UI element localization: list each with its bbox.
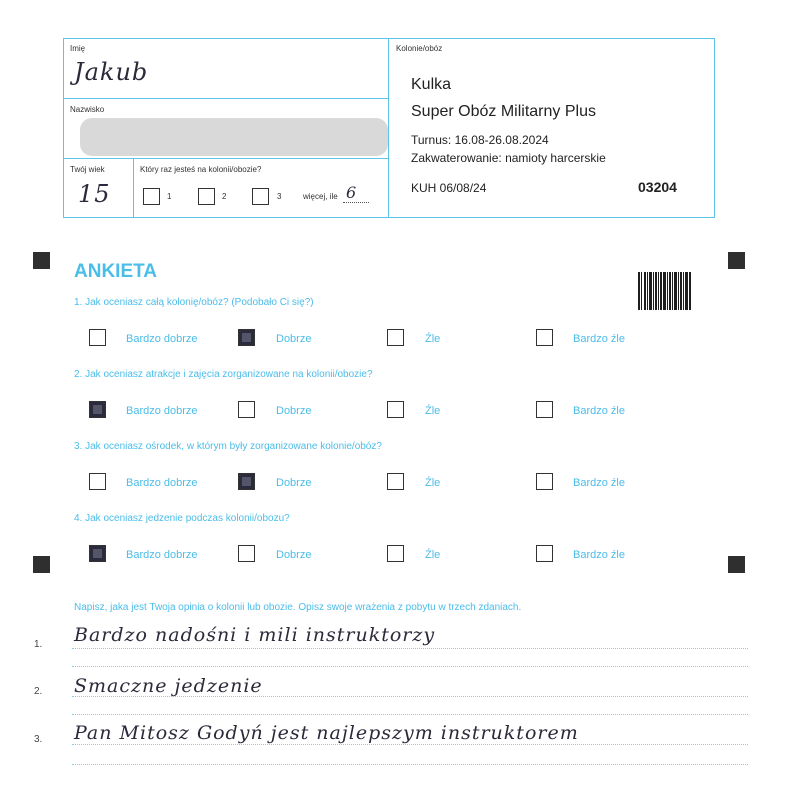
opinion-line-2-rule-b	[72, 714, 748, 715]
q1-option-bardzo-dobrze-checkbox[interactable]	[89, 329, 106, 346]
q4-option-bardzo-zle-label: Bardzo źle	[573, 549, 625, 561]
q2-option-zle-label: Źle	[425, 405, 441, 417]
opinion-line-1-text[interactable]: Bardzo nadośni i mili instruktorzy	[74, 624, 436, 646]
wiecej-value: 6	[346, 183, 358, 202]
visit-count-checkbox-3[interactable]	[252, 188, 269, 205]
imie-value: Jakub	[74, 58, 149, 86]
q2-option-dobrze-label: Dobrze	[276, 405, 312, 417]
opinion-line-1-rule-b	[72, 666, 748, 667]
turnus-label: Turnus:	[411, 133, 452, 147]
q2-option-dobrze-checkbox[interactable]	[238, 401, 255, 418]
corner-marker-top-right	[728, 252, 745, 269]
q2-option-bardzo-zle-label: Bardzo źle	[573, 405, 625, 417]
opinion-line-1-rule-a	[72, 648, 748, 649]
q4-option-dobrze-label: Dobrze	[276, 549, 312, 561]
opinion-line-3-rule-a	[72, 744, 748, 745]
visit-count-checkbox-2[interactable]	[198, 188, 215, 205]
opinion-line-2-number: 2.	[34, 686, 43, 697]
nazwisko-label: Nazwisko	[70, 105, 105, 114]
q4-option-zle-label: Źle	[425, 549, 441, 561]
q4-option-bardzo-zle-checkbox[interactable]	[536, 545, 553, 562]
header-divider	[388, 38, 389, 218]
question-2-text: 2. Jak oceniasz atrakcje i zajęcia zorganizowane na kolonii/obozie?	[74, 369, 373, 380]
q2-option-zle-checkbox[interactable]	[387, 401, 404, 418]
ktory-raz-label: Który raz jesteś na kolonii/obozie?	[140, 165, 262, 174]
q4-option-zle-checkbox[interactable]	[387, 545, 404, 562]
q4-option-bardzo-dobrze-label: Bardzo dobrze	[126, 549, 198, 561]
visit-count-option-2: 2	[222, 192, 227, 201]
question-1-text: 1. Jak oceniasz całą kolonię/obóz? (Podobało Ci się?)	[74, 297, 314, 308]
visit-count-option-1: 1	[167, 192, 172, 201]
wiek-label: Twój wiek	[70, 165, 105, 174]
opinion-prompt: Napisz, jaka jest Twoja opinia o kolonii lub obozie. Opisz swoje wrażenia z pobytu w trzech zdaniach.	[74, 602, 522, 613]
q1-option-dobrze-checkbox[interactable]	[238, 329, 255, 346]
q2-option-bardzo-dobrze-checkbox[interactable]	[89, 401, 106, 418]
q3-option-dobrze-checkbox[interactable]	[238, 473, 255, 490]
opinion-line-2-text[interactable]: Smaczne jedzenie	[74, 675, 263, 697]
q3-option-dobrze-label: Dobrze	[276, 477, 312, 489]
survey-title: ANKIETA	[74, 261, 158, 282]
redacted-surname	[80, 118, 388, 156]
visit-count-checkbox-1[interactable]	[143, 188, 160, 205]
q1-option-bardzo-zle-label: Bardzo źle	[573, 333, 625, 345]
zakwaterowanie-row	[411, 151, 606, 165]
q3-option-bardzo-zle-label: Bardzo źle	[573, 477, 625, 489]
corner-marker-top-left	[33, 252, 50, 269]
q3-option-bardzo-dobrze-checkbox[interactable]	[89, 473, 106, 490]
q3-option-bardzo-dobrze-label: Bardzo dobrze	[126, 477, 198, 489]
q3-option-zle-label: Źle	[425, 477, 441, 489]
opinion-line-3-text[interactable]: Pan Mitosz Godyń jest najlepszym instruktorem	[74, 722, 579, 744]
kolonia-name: Kulka	[411, 76, 452, 93]
q2-option-bardzo-dobrze-label: Bardzo dobrze	[126, 405, 198, 417]
opinion-line-1-number: 1.	[34, 639, 43, 650]
barcode-icon	[638, 272, 692, 310]
zakwaterowanie-label: Zakwaterowanie:	[411, 151, 502, 165]
form-number: 03204	[638, 179, 677, 195]
question-4-text: 4. Jak oceniasz jedzenie podczas kolonii/obozu?	[74, 513, 290, 524]
wiek-value: 15	[78, 180, 111, 208]
q4-option-dobrze-checkbox[interactable]	[238, 545, 255, 562]
corner-marker-bottom-left	[33, 556, 50, 573]
q1-option-dobrze-label: Dobrze	[276, 333, 312, 345]
visit-count-option-3: 3	[277, 192, 282, 201]
corner-marker-bottom-right	[728, 556, 745, 573]
imie-label: Imię	[70, 44, 86, 53]
q4-option-bardzo-dobrze-checkbox[interactable]	[89, 545, 106, 562]
q1-option-bardzo-dobrze-label: Bardzo dobrze	[126, 333, 198, 345]
q3-option-bardzo-zle-checkbox[interactable]	[536, 473, 553, 490]
program-name: Super Obóz Militarny Plus	[411, 103, 596, 120]
opinion-line-3-rule-b	[72, 764, 748, 765]
question-3-text: 3. Jak oceniasz ośrodek, w którym były zorganizowane kolonie/obóz?	[74, 441, 382, 452]
turnus-row	[411, 133, 549, 147]
q1-option-bardzo-zle-checkbox[interactable]	[536, 329, 553, 346]
age-divider	[133, 158, 134, 218]
header-row-line-2	[63, 158, 388, 159]
header-row-line-1	[63, 98, 388, 99]
opinion-line-3-number: 3.	[34, 734, 43, 745]
wiecej-dotted-line	[343, 202, 369, 203]
wiecej-label: więcej, ile	[303, 192, 338, 201]
q1-option-zle-label: Źle	[425, 333, 441, 345]
q2-option-bardzo-zle-checkbox[interactable]	[536, 401, 553, 418]
q3-option-zle-checkbox[interactable]	[387, 473, 404, 490]
form-code: KUH 06/08/24	[411, 181, 487, 195]
q1-option-zle-checkbox[interactable]	[387, 329, 404, 346]
turnus-value: 16.08-26.08.2024	[454, 133, 549, 147]
opinion-line-2-rule-a	[72, 696, 748, 697]
zakwaterowanie-value: namioty harcerskie	[505, 151, 606, 165]
kolonia-label: Kolonie/obóz	[396, 44, 443, 53]
